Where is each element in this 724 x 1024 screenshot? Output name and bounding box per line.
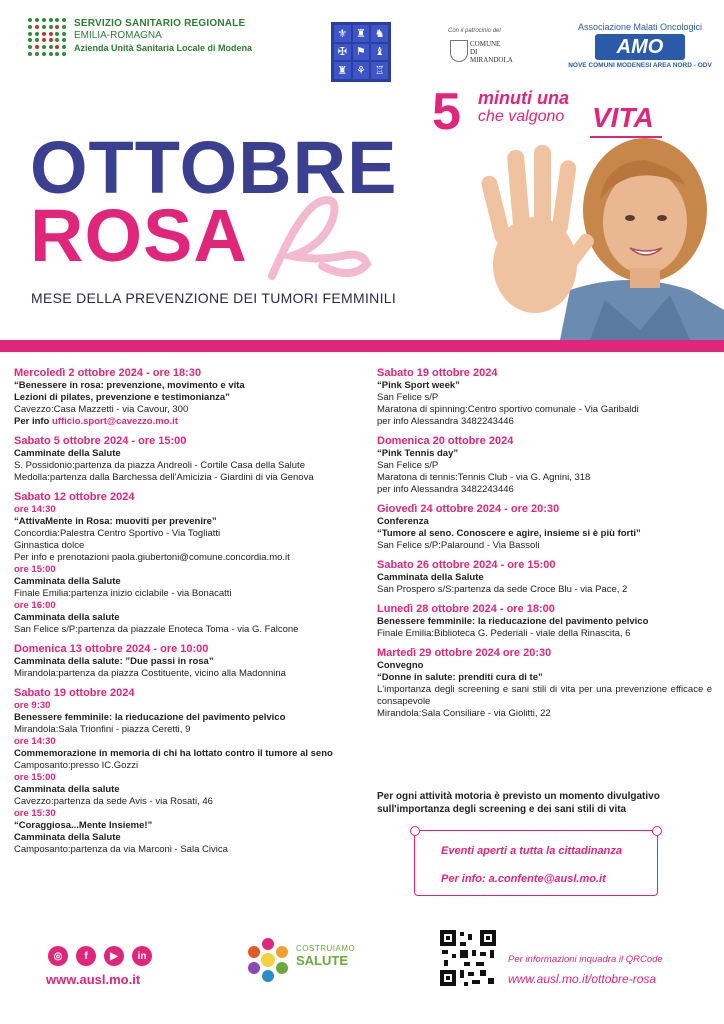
event-detail: Cavezzo:partenza da sede Avis - via Rosati, 46	[14, 796, 213, 807]
patronage-name-1: COMUNE	[470, 40, 501, 48]
event-detail: Camposanto:partenza da via Marconi - Sala Civica	[14, 844, 228, 855]
scroll-curl-right	[652, 826, 662, 836]
slogan-number: 5	[432, 83, 461, 141]
event-time: ore 9:30	[14, 700, 51, 711]
event-title: Convegno	[377, 660, 424, 671]
event-date: Sabato 5 ottobre 2024 - ore 15:00	[14, 435, 187, 447]
event-detail: Ginnastica dolce	[14, 540, 85, 551]
ssr-dots-icon	[28, 18, 68, 58]
event-detail: Mirandola:partenza da piazza Costituente, vicino alla Madonnina	[14, 668, 286, 679]
event-title: Commemorazione in memoria di chi ha lottato contro il tumore al seno	[14, 748, 333, 759]
event-detail	[14, 416, 359, 428]
event-block	[377, 602, 712, 640]
qr-code-icon[interactable]	[440, 930, 496, 986]
event-date: Lunedì 28 ottobre 2024 - ore 18:00	[377, 603, 555, 615]
event-email-link[interactable]: ufficio.sport@cavezzo.mo.it	[52, 416, 178, 427]
event-detail: San Felice s/P:partenza da piazzale Enoteca Toma - via G. Falcone	[14, 624, 299, 635]
divider-bar	[0, 340, 724, 352]
event-title: Camminata della salute: ”Due passi in rosa”	[14, 656, 214, 667]
event-detail: Per info e prenotazioni paola.giubertoni@comune.concordia.mo.it	[14, 552, 290, 563]
qr-url[interactable]: www.ausl.mo.it/ottobre-rosa	[508, 972, 657, 986]
event-detail: San Felice s/P	[377, 392, 439, 403]
event-detail: Mirandola:Sala Consiliare - via Giolitti, 22	[377, 708, 551, 719]
event-detail: per info Alessandra 3482243446	[377, 484, 514, 495]
amo-logo	[565, 22, 715, 74]
event-time: ore 15:00	[14, 564, 56, 575]
qr-caption: Per informazioni inquadra il QRCode	[508, 954, 663, 965]
event-time: ore 14:30	[14, 736, 56, 747]
event-detail: San Prospero s/S:partenza da sede Croce Blu - via Pace, 2	[377, 584, 628, 595]
event-title: “Pink Sport week”	[377, 380, 460, 391]
event-title: “Coraggiosa...Mente Insieme!”	[14, 820, 153, 831]
event-title: “Pink Tennis day”	[377, 448, 459, 459]
patronage-logo	[448, 28, 538, 68]
subtitle: MESE DELLA PREVENZIONE DEI TUMORI FEMMINILI	[31, 290, 397, 306]
event-block	[14, 686, 359, 856]
amo-subtitle: NOVE COMUNI MODENESI AREA NORD - ODV	[568, 62, 712, 69]
event-detail: Maratona di tennis:Tennis Club - via G. Agnini, 318	[377, 472, 591, 483]
event-date: Martedì 29 ottobre 2024 ore 20:30	[377, 647, 552, 659]
event-detail: Finale Emilia:Biblioteca G. Pederiali - viale della Rinascita, 6	[377, 628, 631, 639]
event-detail: San Felice s/P:Palaround - Via Bassoli	[377, 540, 540, 551]
event-block	[377, 434, 712, 496]
event-date: Domenica 20 ottobre 2024	[377, 435, 514, 447]
event-time: ore 14:30	[14, 504, 56, 515]
facebook-icon[interactable]: f	[76, 946, 96, 966]
ssr-name: SERVIZIO SANITARIO REGIONALE	[74, 18, 246, 29]
event-title: Camminate della Salute	[14, 448, 121, 459]
event-title: Camminata della Salute	[14, 832, 121, 843]
event-detail: L'importanza degli screening e sani stili di vita per una prevenzione efficace e consapevole	[377, 684, 712, 707]
amo-title: Associazione Malati Oncologici	[577, 22, 703, 32]
events-right-column	[377, 366, 712, 726]
event-detail: Medolla:partenza dalla Barchessa dell'Amicizia - Giardini di via Genova	[14, 472, 314, 483]
event-detail: per info Alessandra 3482243446	[377, 416, 514, 427]
costruiamo-salute-logo	[244, 936, 374, 994]
activity-note: Per ogni attività motoria è previsto un momento divulgativo sull'importanza degli screening e dei sani stili di vita	[377, 791, 660, 815]
event-block	[377, 502, 712, 552]
event-block	[14, 434, 359, 484]
event-detail: Camposanto:presso IC.Gozzi	[14, 760, 139, 771]
event-date: Sabato 19 ottobre 2024	[377, 367, 498, 379]
event-date: Mercoledì 2 ottobre 2024 - ore 18:30	[14, 367, 202, 379]
event-block	[14, 642, 359, 680]
event-detail: Finale Emilia:partenza inizio ciclabile - via Bonacatti	[14, 588, 232, 599]
crest-icon	[450, 40, 468, 62]
patronage-name-2: DI	[470, 48, 478, 56]
event-title: “AttivaMente in Rosa: muoviti per prevenire”	[14, 516, 217, 527]
cs-line1: COSTRUIAMO	[296, 944, 356, 953]
ssr-logo	[28, 16, 268, 62]
event-title: Camminata della Salute	[377, 572, 484, 583]
scroll-curl-left	[410, 826, 420, 836]
woman-photo	[440, 130, 724, 340]
event-detail: Mirandola:Sala Trionfini - piazza Ceretti, 9	[14, 724, 191, 735]
cs-line2: SALUTE	[296, 953, 348, 968]
amo-mark: AMO	[595, 34, 685, 60]
slogan-line-b: che valgono	[478, 108, 565, 125]
event-title: Benessere femminile: la rieducazione del pavimento pelvico	[14, 712, 286, 723]
event-block	[377, 646, 712, 720]
patronage-name-3: MIRANDOLA	[470, 56, 513, 64]
event-info-label: Per info	[14, 416, 53, 427]
social-icons	[48, 946, 152, 966]
events-left-column	[14, 366, 359, 862]
title-line1: OTTOBRE	[30, 126, 398, 209]
event-title: Camminata della Salute	[14, 576, 121, 587]
event-time: ore 16:00	[14, 600, 56, 611]
ssr-agency: Azienda Unità Sanitaria Locale di Modena	[74, 43, 253, 53]
info-scroll-box	[414, 830, 658, 896]
website-link[interactable]: www.ausl.mo.it	[46, 972, 141, 987]
event-title: Conferenza	[377, 516, 429, 527]
event-title: “Benessere in rosa: prevenzione, movimento e vita	[14, 380, 245, 391]
event-block	[14, 490, 359, 636]
event-detail: Maratona di spinning:Centro sportivo comunale - Via Garibaldi	[377, 404, 639, 415]
municipality-coat-of-arms-icon: ⚜ ♜ ♞ ✠ ⚑ ♝ ♜ ⚘ ♖	[331, 22, 391, 82]
event-detail: San Felice s/P	[377, 460, 439, 471]
event-title: Camminata della salute	[14, 784, 120, 795]
event-block	[377, 558, 712, 596]
event-title: “Donne in salute: prenditi cura di te”	[377, 672, 543, 683]
patronage-label: Con il patrocinio del	[448, 28, 501, 34]
event-date: Sabato 19 ottobre 2024	[14, 687, 135, 699]
slogan-highlight: VITA	[592, 102, 654, 133]
event-detail: S. Possidonio:partenza da piazza Andreoli - Cortile Casa della Salute	[14, 460, 305, 471]
event-detail: Concordia:Palestra Centro Sportivo - Via Togliatti	[14, 528, 221, 539]
linkedin-icon[interactable]: in	[132, 946, 152, 966]
event-date: Giovedì 24 ottobre 2024 - ore 20:30	[377, 503, 560, 515]
instagram-icon[interactable]: ◎	[48, 946, 68, 966]
ssr-region: EMILIA-ROMAGNA	[74, 30, 162, 41]
event-title: Camminata della salute	[14, 612, 120, 623]
event-title: Lezioni di pilates, prevenzione e testimonianza”	[14, 392, 230, 403]
event-date: Sabato 26 ottobre 2024 - ore 15:00	[377, 559, 556, 571]
scroll-line1: Eventi aperti a tutta la cittadinanza	[441, 845, 622, 857]
event-detail: Cavezzo:Casa Mazzetti - via Cavour, 300	[14, 404, 189, 415]
event-date: Domenica 13 ottobre 2024 - ore 10:00	[14, 643, 209, 655]
event-title: Benessere femminile: la rieducazione del pavimento pelvico	[377, 616, 649, 627]
event-time: ore 15:30	[14, 808, 56, 819]
event-title: “Tumore al seno. Conoscere e agire, insieme si è più forti”	[377, 528, 641, 539]
title-line2: ROSA	[30, 194, 248, 277]
costruiamo-salute-icon	[244, 936, 292, 984]
event-date: Sabato 12 ottobre 2024	[14, 491, 135, 503]
youtube-icon[interactable]: ▶	[104, 946, 124, 966]
scroll-line2: Per info: a.confente@ausl.mo.it	[441, 873, 606, 885]
event-block	[14, 366, 359, 428]
pink-ribbon-icon	[262, 196, 372, 286]
slogan-line-a: minuti una	[478, 88, 569, 108]
event-block	[377, 366, 712, 428]
event-time: ore 15:00	[14, 772, 56, 783]
